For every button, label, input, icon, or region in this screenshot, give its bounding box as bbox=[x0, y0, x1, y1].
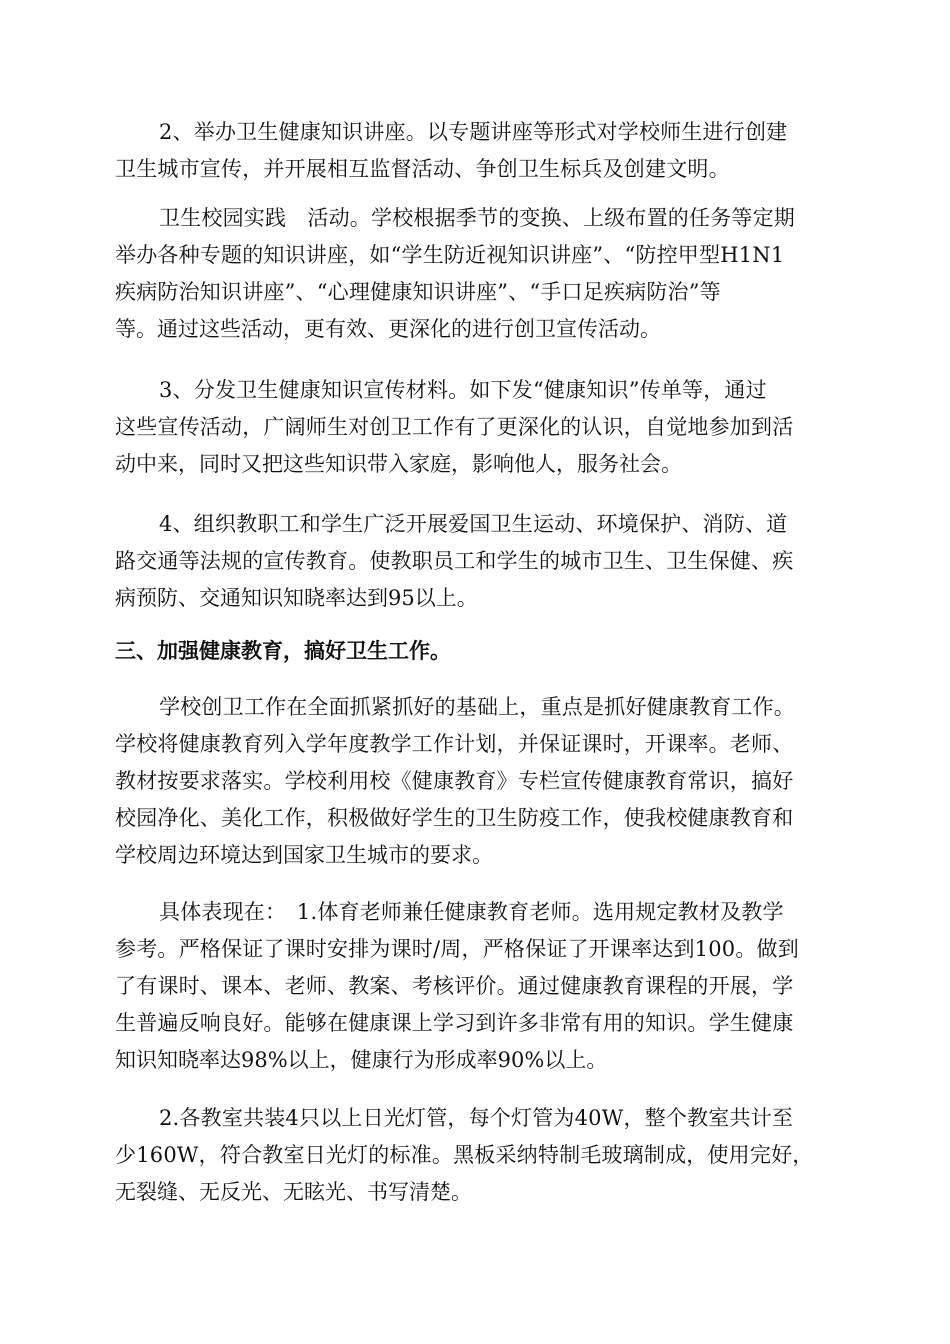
paragraph-campus-practice bbox=[115, 200, 835, 348]
text-line: 少160W，符合教室日光灯的标准。黑板采纳特制毛玻璃制成，使用完好， bbox=[115, 1143, 814, 1167]
text-line: 举办各种专题的知识讲座，如“学生防近视知识讲座”、“防控甲型H1N1 bbox=[115, 243, 785, 267]
section-heading: 三、加强健康教育，搞好卫生工作。 bbox=[115, 639, 451, 663]
text-line: 动中来，同时又把这些知识带入家庭，影响他人，服务社会。 bbox=[115, 452, 682, 476]
text-line: 3、分发卫生健康知识宣传材料。如下发“健康知识”传单等，通过 bbox=[159, 378, 767, 402]
paragraph-materials bbox=[115, 372, 835, 483]
text-line: 这些宣传活动，广阔师生对创卫工作有了更深化的认识，自觉地参加到活 bbox=[115, 415, 794, 439]
text-line: 2、举办卫生健康知识讲座。以专题讲座等形式对学校师生进行创建 bbox=[159, 120, 788, 144]
text-line: 卫生城市宣传，并开展相互监督活动、争创卫生标兵及创建文明。 bbox=[115, 157, 730, 181]
text-line: 4、组织教职工和学生广泛开展爱国卫生运动、环境保护、消防、道 bbox=[159, 512, 788, 536]
text-line: 2.各教室共装4只以上日光灯管，每个灯管为40W，整个教室共计至 bbox=[159, 1106, 794, 1130]
paragraph-campaign bbox=[115, 506, 835, 617]
text-line: 学校将健康教育列入学年度教学工作计划，并保证课时，开课率。老师、 bbox=[115, 732, 794, 756]
paragraph-specifics bbox=[115, 894, 835, 1079]
text-line: 生普遍反响良好。能够在健康课上学习到许多非常有用的知识。学生健康 bbox=[115, 1011, 794, 1035]
paragraph-lighting bbox=[115, 1100, 835, 1211]
text-line: 路交通等法规的宣传教育。使教职员工和学生的城市卫生、卫生保健、疾 bbox=[115, 549, 794, 573]
text-line: 无裂缝、无反光、无眩光、书写清楚。 bbox=[115, 1180, 472, 1204]
text-line: 了有课时、课本、老师、教案、考核评价。通过健康教育课程的开展，学 bbox=[115, 974, 794, 998]
text-line: 疾病防治知识讲座”、“心理健康知识讲座”、“手口足疾病防治”等 bbox=[115, 280, 721, 304]
text-line: 具体表现在： 1.体育老师兼任健康教育老师。选用规定教材及教学 bbox=[159, 900, 784, 924]
text-line: 参考。严格保证了课时安排为课时/周，严格保证了开课率达到100。做到 bbox=[115, 937, 799, 961]
text-line: 病预防、交通知识知晓率达到95以上。 bbox=[115, 586, 478, 610]
text-line: 教材按要求落实。学校利用校《健康教育》专栏宣传健康教育常识，搞好 bbox=[115, 769, 794, 793]
text-line: 卫生校园实践 活动。学校根据季节的变换、上级布置的任务等定期 bbox=[159, 206, 795, 230]
text-line: 学校周边环境达到国家卫生城市的要求。 bbox=[115, 843, 493, 867]
paragraph-lecture bbox=[115, 114, 835, 188]
text-line: 校园净化、美化工作，积极做好学生的卫生防疫工作，使我校健康教育和 bbox=[115, 806, 794, 830]
paragraph-health-education bbox=[115, 689, 835, 874]
text-line: 知识知晓率达98%以上，健康行为形成率90%以上。 bbox=[115, 1048, 608, 1072]
text-line: 学校创卫工作在全面抓紧抓好的基础上，重点是抓好健康教育工作。 bbox=[159, 695, 795, 719]
text-line: 等。通过这些活动，更有效、更深化的进行创卫宣传活动。 bbox=[115, 317, 661, 341]
